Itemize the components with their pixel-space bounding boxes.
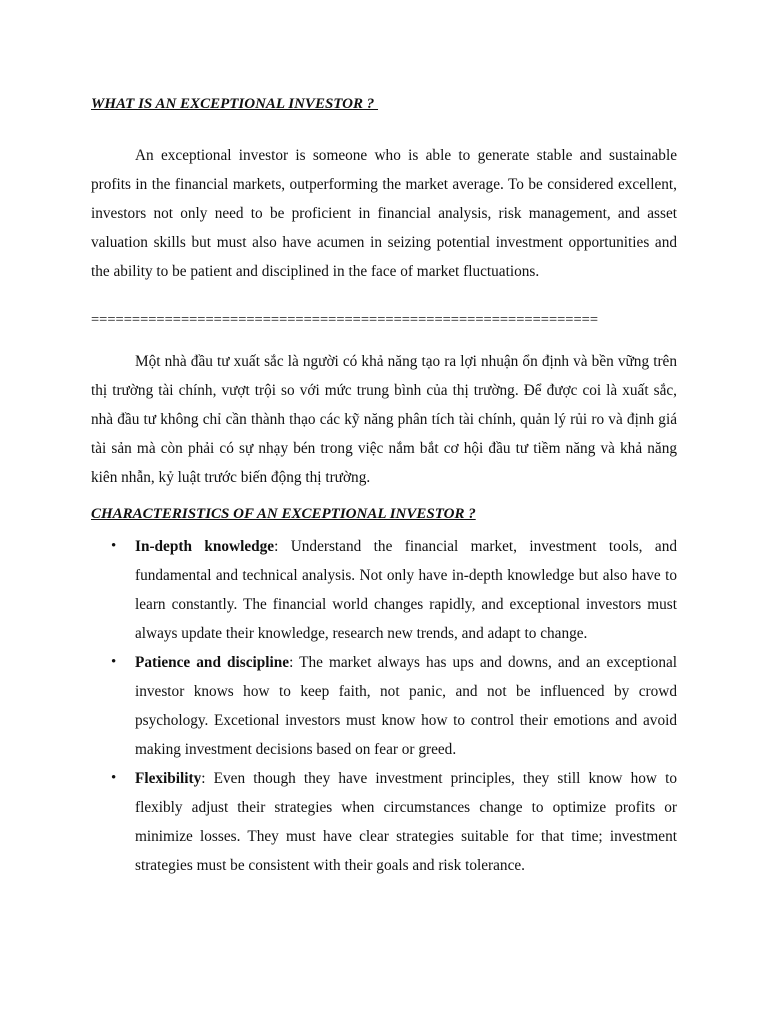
bullet-text: : Even though they have investment principles, they still know how to flexibly adjust their strategies when circumstances change to optimize profits or minimize losses. They must have clear strategies suitable for that time; investment strategies must be consistent with their goals and risk tolerance.: [135, 770, 677, 874]
list-item-flexibility: [91, 764, 677, 880]
bullet-icon: •: [111, 770, 117, 786]
list-item-in-depth-knowledge: [91, 532, 677, 648]
heading-characteristics: CHARACTERISTICS OF AN EXCEPTIONAL INVESTOR ?: [91, 506, 476, 522]
divider-line: ==============================================================: [91, 312, 599, 328]
characteristics-list: [91, 532, 677, 880]
bullet-icon: •: [111, 538, 117, 554]
bullet-term: In-depth knowledge: [135, 538, 275, 555]
paragraph-vietnamese-definition: Một nhà đầu tư xuất sắc là người có khả năng tạo ra lợi nhuận ổn định và bền vững trên thị trường tài chính, vượt trội so với mức trung bình của thị trường. Để được coi là xuất sắc, nhà đầu tư không chỉ cần thành thạo các kỹ năng phân tích tài chính, quản lý rủi ro và định giá tài sản mà còn phải có sự nhạy bén trong việc nắm bắt cơ hội đầu tư tiềm năng và khả năng kiên nhẫn, kỷ luật trước biến động thị trường.: [91, 353, 677, 486]
list-item-patience-discipline: [91, 648, 677, 764]
bullet-icon: •: [111, 654, 117, 670]
bullet-text: : The market always has ups and downs, and an exceptional investor knows how to keep faith, not panic, and not be influenced by crowd psychology. Excetional investors must know how to control their emotions and avoid making investment decisions based on fear or greed.: [135, 654, 678, 758]
bullet-text: : Understand the financial market, investment tools, and fundamental and technical analysis. Not only have in-depth knowledge but also have to learn constantly. The financial world changes rapidly, and exceptional investors must always update their knowledge, research new trends, and adapt to change.: [135, 538, 677, 642]
bullet-term: Flexibility: [135, 770, 202, 787]
bullet-term: Patience and discipline: [135, 654, 290, 671]
heading-what-is-exceptional-investor: WHAT IS AN EXCEPTIONAL INVESTOR ?: [91, 96, 379, 112]
document-page: [91, 90, 677, 880]
paragraph-english-definition: An exceptional investor is someone who is able to generate stable and sustainable profits in the financial markets, outperforming the market average. To be considered excellent, investors not only need to be proficient in financial analysis, risk management, and asset valuation skills but must also have acumen in seizing potential investment opportunities and the ability to be patient and disciplined in the face of market fluctuations.: [91, 147, 677, 280]
